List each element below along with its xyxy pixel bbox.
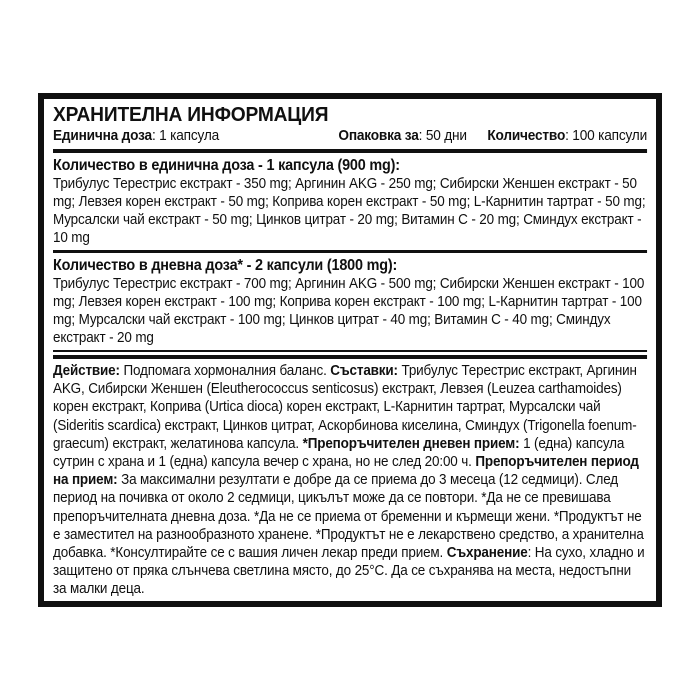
package-duration-value: : 50 дни	[418, 128, 467, 144]
info-segment-daily-intake-label: *Препоръчителен дневен прием:	[302, 435, 520, 452]
info-segment-intake-period-text: За максимални резултати е добре да се приема до 3 месеца (12 седмици). След период на почивка от около 2 седмици, цикълът може да се повтори. *Да не се превишава препоръчителната дневна доза. *Да не се приема от бременни и кърмещи жени. *Продуктът не е заместител на разнообразното хранене. *Продуктът не е лекарствено средство, а хранителна добавка. *Консултирайте се с вашия личен лекар преди прием.	[53, 472, 644, 562]
serving-row	[53, 127, 647, 146]
package-duration-label: Опаковка за	[338, 128, 419, 144]
info-segment-daily-intake-text: 1 (една) капсула сутрин с храна и 1 (една) капсула вечер с храна, но не след 20:00 ч.	[53, 435, 625, 471]
label-title: ХРАНИТЕЛНА ИНФОРМАЦИЯ	[53, 103, 329, 126]
single-dose-label: Единична доза	[53, 128, 152, 144]
label-content	[53, 103, 647, 599]
capsule-count-label: Количество	[487, 128, 566, 144]
single-dose-ingredients: Трибулус Терестрис екстракт - 350 mg; Аргинин AKG - 250 mg; Сибирски Женшен екстракт - 50 mg; Левзея корен екстракт - 50 mg; Коприва корен екстракт - 50 mg; L-Карнитин тартрат - 50 mg; Мурсалски чай екстракт - 50 mg; Цинков цитрат - 20 mg; Витамин C - 20 mg; Сминдух екстракт - 10 mg	[53, 176, 646, 246]
serving-row-right-group	[338, 127, 647, 146]
divider-top	[53, 149, 647, 153]
info-segment-action-label: Действие:	[53, 363, 120, 379]
info-segment-ingredients-label: Съставки:	[330, 363, 398, 379]
divider-middle	[53, 250, 647, 253]
divider-double	[53, 350, 647, 359]
daily-dose-ingredients: Трибулус Терестрис екстракт - 700 mg; Аргинин AKG - 500 mg; Сибирски Женшен екстракт - 100 mg; Левзея корен екстракт - 100 mg; Коприва корен екстракт - 100 mg; L-Карнитин тартрат - 100 mg; Мурсалски чай екстракт - 100 mg; Цинков цитрат - 40 mg; Витамин C - 40 mg; Сминдух екстракт - 20 mg	[53, 276, 645, 346]
single-dose-value: : 1 капсула	[151, 128, 220, 144]
info-segment-storage-text: : На сухо, хладно и защитено от пряка слънчева светлина място, до 25°C. Да се съхранява на места, недостъпни за малки деца.	[53, 545, 645, 598]
daily-dose-section-heading: Количество в дневна доза* - 2 капсули (1800 mg):	[53, 257, 398, 274]
package-duration	[338, 127, 466, 146]
single-dose	[53, 127, 219, 146]
single-dose-section-heading: Количество в единична доза - 1 капсула (900 mg):	[53, 157, 400, 174]
nutrition-facts-label	[38, 93, 662, 607]
info-segment-intake-period-label: Препоръчителен период на прием:	[53, 454, 639, 489]
info-segment-ingredients-text: Трибулус Терестрис екстракт, Аргинин AKG, Сибирски Женшен (Eleutherococcus senticosus) екстракт, Левзея (Leuzea carthamoides) корен екстракт, Коприва (Urtica dioca) корен екстракт, L-Карнитин тартрат, Мурсалски чай (Sideritis scardica) екстракт, Цинков цитрат, Аскорбинова киселина, Сминдух (Trigonella foenum-graecum) екстракт, желатинова капсула.	[53, 363, 637, 452]
info-segment-action-text: Подпомага хормоналния баланс.	[119, 363, 331, 379]
info-paragraph	[53, 362, 647, 599]
capsule-count	[487, 127, 647, 146]
info-segment-storage-label: Съхранение	[446, 545, 528, 562]
capsule-count-value: : 100 капсули	[565, 128, 648, 144]
